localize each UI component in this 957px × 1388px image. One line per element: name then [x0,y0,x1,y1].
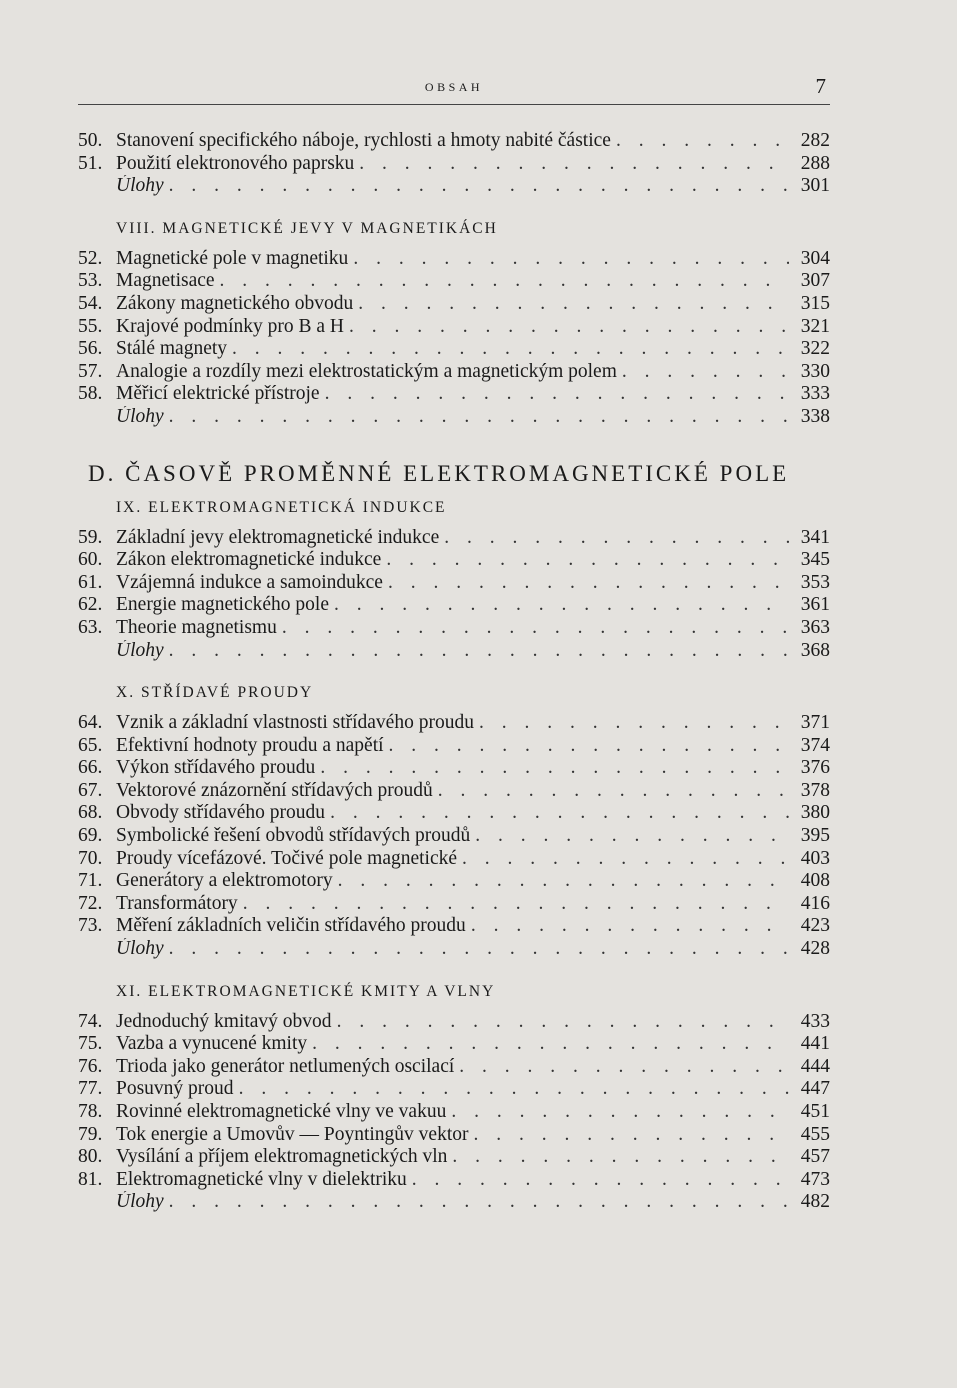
toc-entry [78,383,830,406]
entry-page: 423 [800,915,830,937]
dot-leader [616,130,789,153]
entry-number: 51. [78,152,103,174]
entry-title: Tok energie a Umovův — Poyntingův vektor [116,1123,469,1145]
toc-entry [78,594,830,617]
entry-title: Vazba a vynucené kmity [116,1033,308,1055]
entry-title: Analogie a rozdíly mezi elektrostatickým a magnetickým polem [116,360,617,382]
dot-leader [389,735,789,758]
toc-entry [78,938,830,961]
dot-leader [334,594,789,617]
entry-title: Stanovení specifického náboje, rychlosti a hmoty nabité částice [116,130,611,151]
dot-leader [459,1056,789,1079]
entry-page: 403 [800,847,830,869]
page-number: 7 [815,74,826,98]
toc-entry [78,316,830,339]
dot-leader [349,316,789,339]
entry-number: 78. [78,1101,103,1122]
toc-entry [78,757,830,780]
dot-leader [451,1101,789,1124]
entry-number: 63. [78,616,103,638]
toc-entry [78,825,830,848]
dot-leader [386,549,789,572]
dot-leader [473,1124,789,1147]
toc-entry [78,1011,830,1034]
dot-leader [282,617,789,640]
entry-title: Magnetické pole v magnetiku [116,247,349,269]
entry-page: 441 [800,1033,830,1055]
dot-leader [232,338,789,361]
entry-page: 321 [800,315,830,337]
toc-entry [78,406,830,429]
entry-title: Vysílání a příjem elektromagnetických vln [116,1146,448,1168]
dot-leader [358,293,789,316]
toc-entry [78,293,830,316]
entry-number: 70. [78,847,103,869]
entry-page: 341 [800,526,830,548]
entry-page: 315 [800,292,830,314]
dot-leader [471,915,789,938]
entry-page: 282 [800,130,830,151]
dot-leader [438,780,789,803]
entry-number: 76. [78,1055,103,1077]
entry-number: 53. [78,270,103,292]
entry-page: 301 [800,175,830,197]
dot-leader [412,1169,789,1192]
toc-entry [78,915,830,938]
entry-title: Vzájemná indukce a samoindukce [116,571,383,593]
entry-number: 80. [78,1146,103,1168]
dot-leader [243,893,789,916]
entry-title: Měření základních veličin střídavého proudu [116,915,466,937]
entry-page: 395 [800,825,830,847]
entry-title: Úlohy [116,639,164,661]
entry-number: 69. [78,825,103,847]
entry-number: 77. [78,1078,103,1100]
toc-entry [78,712,830,735]
dot-leader [622,361,789,384]
entry-title: Zákony magnetického obvodu [116,292,354,314]
chapter-heading: VIII. MAGNETICKÉ JEVY V MAGNETIKÁCH [116,219,498,237]
entry-title: Zákon elektromagnetické indukce [116,549,382,571]
chapter-heading: XI. ELEKTROMAGNETICKÉ KMITY A VLNY [116,982,496,1000]
entry-title: Měřicí elektrické přístroje [116,383,320,405]
toc-entry [78,1169,830,1192]
toc-entry [78,1078,830,1101]
entry-page: 288 [800,152,830,174]
entry-title: Úlohy [116,405,164,427]
entry-page: 353 [800,571,830,593]
entry-title: Vznik a základní vlastnosti střídavého proudu [116,712,474,734]
entry-page: 482 [800,1191,830,1213]
entry-number: 65. [78,734,103,756]
entry-title: Rovinné elektromagnetické vlny ve vakuu [116,1101,447,1122]
entry-title: Generátory a elektromotory [116,870,333,892]
toc-entry [78,572,830,595]
entry-number: 66. [78,757,103,779]
entry-number: 50. [78,130,103,151]
entry-title: Posuvný proud [116,1078,234,1100]
toc-entry [78,848,830,871]
entry-number: 73. [78,915,103,937]
entry-number: 54. [78,292,103,314]
entry-page: 361 [800,594,830,616]
dot-leader [220,270,789,293]
chapter-heading: IX. ELEKTROMAGNETICKÁ INDUKCE [116,498,447,516]
toc-entry [78,1033,830,1056]
dot-leader [475,825,789,848]
toc-entry [78,175,830,198]
entry-page: 408 [800,870,830,892]
entry-title: Základní jevy elektromagnetické indukce [116,526,440,548]
entry-page: 322 [800,338,830,360]
entry-number: 58. [78,383,103,405]
entry-page: 368 [800,639,830,661]
entry-number: 81. [78,1168,103,1190]
toc-entry [78,130,830,153]
entry-title: Použití elektronového paprsku [116,152,355,174]
entry-title: Efektivní hodnoty proudu a napětí [116,734,384,756]
dot-leader [169,1191,789,1214]
toc-entry [78,802,830,825]
entry-page: 330 [800,360,830,382]
entry-page: 307 [800,270,830,292]
entry-page: 444 [800,1055,830,1077]
entry-title: Výkon střídavého proudu [116,757,316,779]
entry-number: 75. [78,1033,103,1055]
dot-leader [169,640,789,663]
entry-number: 52. [78,247,103,269]
dot-leader [325,383,789,406]
entry-title: Jednoduchý kmitavý obvod [116,1010,332,1032]
entry-page: 376 [800,757,830,779]
entry-number: 72. [78,892,103,914]
dot-leader [353,248,789,271]
dot-leader [479,712,789,735]
entry-title: Stálé magnety [116,338,228,360]
entry-title: Proudy vícefázové. Točivé pole magnetické [116,847,458,869]
dot-leader [169,406,789,429]
toc-entry [78,270,830,293]
toc-entry [78,640,830,663]
entry-number: 62. [78,594,103,616]
entry-title: Krajové podmínky pro B a H [116,315,345,337]
part-heading: D. ČASOVĚ PROMĚNNÉ ELEKTROMAGNETICKÉ POLE [88,460,790,486]
toc-entry [78,361,830,384]
dot-leader [337,1011,789,1034]
entry-number: 57. [78,360,103,382]
entry-number: 64. [78,712,103,734]
entry-page: 473 [800,1168,830,1190]
toc-entry [78,1146,830,1169]
toc-entry [78,1191,830,1214]
entry-title: Trioda jako generátor netlumených oscilací [116,1055,455,1077]
entry-page: 304 [800,247,830,269]
entry-title: Úlohy [116,1191,164,1213]
entry-number: 74. [78,1010,103,1032]
toc-entry [78,1056,830,1079]
running-title: OBSAH [424,80,484,94]
toc-entry [78,780,830,803]
entry-number: 59. [78,526,103,548]
toc-entry [78,1124,830,1147]
entry-number: 55. [78,315,103,337]
entry-number: 61. [78,571,103,593]
entry-title: Úlohy [116,175,164,197]
entry-page: 433 [800,1010,830,1032]
entry-title: Transformátory [116,892,238,914]
toc-entry [78,1101,830,1124]
entry-title: Vektorové znázornění střídavých proudů [116,779,433,801]
entry-page: 371 [800,712,830,734]
chapter-heading: X. STŘÍDAVÉ PROUDY [116,684,314,702]
dot-leader [330,802,789,825]
entry-page: 333 [800,383,830,405]
entry-title: Úlohy [116,938,164,960]
dot-leader [320,757,789,780]
toc-entry [78,549,830,572]
dot-leader [169,938,789,961]
entry-title: Elektromagnetické vlny v dielektriku [116,1168,407,1190]
dot-leader [359,153,789,176]
entry-page: 378 [800,779,830,801]
entry-title: Magnetisace [116,270,215,292]
entry-page: 447 [800,1078,830,1100]
entry-number: 60. [78,549,103,571]
entry-page: 374 [800,734,830,756]
entry-page: 451 [800,1101,830,1122]
entry-number: 71. [78,870,103,892]
entry-number: 67. [78,779,103,801]
dot-leader [338,870,789,893]
toc-entry [78,735,830,758]
entry-title: Energie magnetického pole [116,594,329,616]
entry-number: 56. [78,338,103,360]
entry-page: 338 [800,405,830,427]
dot-leader [388,572,789,595]
entry-page: 363 [800,616,830,638]
toc-entry [78,338,830,361]
toc-entry [78,870,830,893]
dot-leader [239,1078,789,1101]
entry-page: 345 [800,549,830,571]
toc-entry [78,893,830,916]
entry-title: Symbolické řešení obvodů střídavých proudů [116,825,471,847]
entry-page: 380 [800,802,830,824]
entry-number: 79. [78,1123,103,1145]
entry-page: 428 [800,938,830,960]
page-header [78,74,830,105]
entry-number: 68. [78,802,103,824]
table-of-contents [78,130,830,1214]
entry-page: 416 [800,892,830,914]
toc-entry [78,527,830,550]
entry-title: Obvody střídavého proudu [116,802,326,824]
dot-leader [169,175,789,198]
dot-leader [462,848,789,871]
toc-entry [78,248,830,271]
toc-entry [78,153,830,176]
dot-leader [312,1033,789,1056]
toc-entry [78,617,830,640]
dot-leader [452,1146,789,1169]
entry-title: Theorie magnetismu [116,616,277,638]
entry-page: 455 [800,1123,830,1145]
dot-leader [444,527,789,550]
entry-page: 457 [800,1146,830,1168]
